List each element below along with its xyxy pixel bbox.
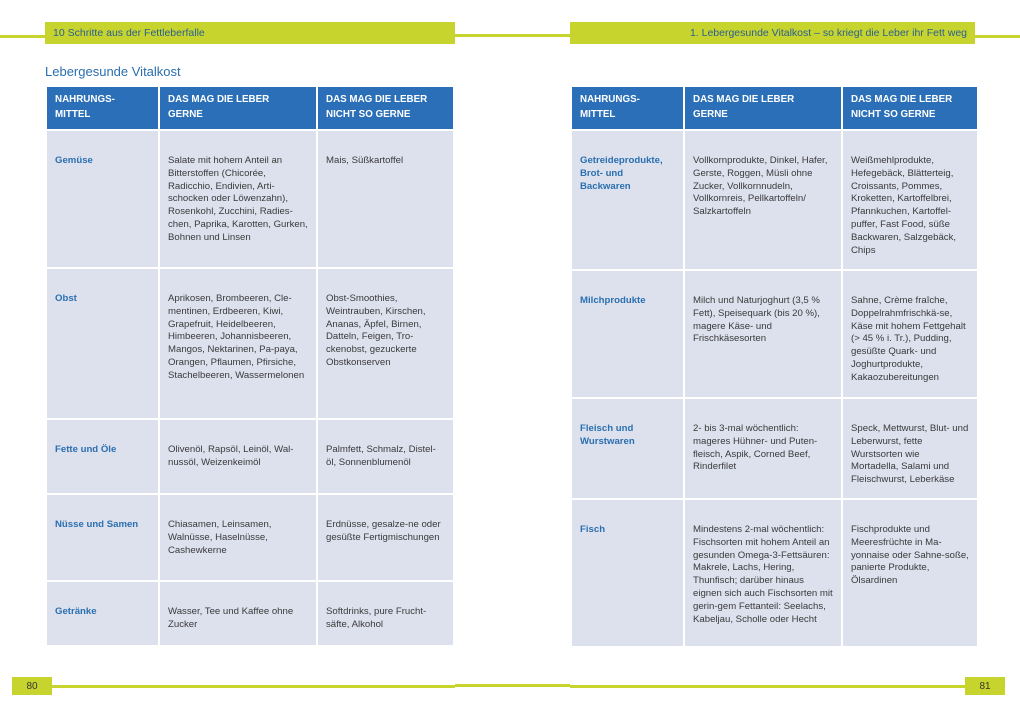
page-number-left: 80 [12, 677, 52, 695]
food-category: Fisch [572, 500, 683, 646]
col-header-bad: DAS MAG DIE LEBER NICHT SO GERNE [318, 87, 453, 129]
liver-dislikes: Speck, Mettwurst, Blut- und Leberwurst, fette Wurstsorten wie Mortadella, Salami und Fleischwurst, Leberkäse [843, 399, 977, 498]
liver-likes: Wasser, Tee und Kaffee ohne Zucker [160, 582, 316, 645]
table-row [47, 269, 453, 418]
food-table-left [45, 85, 455, 647]
table-row [47, 582, 453, 645]
liver-dislikes: Fischprodukte und Meeresfrüchte in Ma-yonnaise oder Sahne-soße, panierte Produkte, Ölsardinen [843, 500, 977, 646]
food-category: Fleisch und Wurstwaren [572, 399, 683, 498]
food-category: Milchprodukte [572, 271, 683, 397]
liver-likes: Aprikosen, Brombeeren, Cle-mentinen, Erdbeeren, Kiwi, Grapefruit, Heidelbeeren, Himbeeren, Johannisbeeren, Mangos, Nektarinen, Pa-paya, Orangen, Pflaumen, Pfirsiche, Stachelbeeren, Wassermelonen [160, 269, 316, 418]
top-line-center [455, 34, 570, 37]
liver-dislikes: Sahne, Crème fraîche, Doppelrahmfrischkä-se, Käse mit hohem Fettgehalt (> 45 % i. Tr.), Pudding, gesüßte Quark- und Joghurtprodukte, Kakaozubereitungen [843, 271, 977, 397]
food-category: Fette und Öle [47, 420, 158, 493]
liver-likes: Vollkornprodukte, Dinkel, Hafer, Gerste, Roggen, Müsli ohne Zucker, Vollkornnudeln, Vollkornreis, Pellkartoffeln/ Salzkartoffeln [685, 131, 841, 269]
table-row [47, 131, 453, 267]
liver-dislikes: Mais, Süßkartoffel [318, 131, 453, 267]
liver-dislikes: Obst-Smoothies, Weintrauben, Kirschen, Ananas, Äpfel, Birnen, Datteln, Feigen, Tro-ckenobst, gezuckerte Obstkonserven [318, 269, 453, 418]
food-category: Getränke [47, 582, 158, 645]
liver-likes: Mindestens 2-mal wöchentlich: Fischsorten mit hohem Anteil an gesunden Omega-3-Fettsäuren: Makrele, Lachs, Hering, Thunfisch; darüber hinaus eignen sich auch Fischsorten mit gerin-gem Fettanteil: Seelachs, Kabeljau, Scholle oder Hecht [685, 500, 841, 646]
col-header-good: DAS MAG DIE LEBER GERNE [160, 87, 316, 129]
liver-likes: Olivenöl, Rapsöl, Leinöl, Wal-nussöl, Weizenkeimöl [160, 420, 316, 493]
table-row [572, 399, 977, 498]
running-header-right [570, 22, 975, 44]
table-row [47, 420, 453, 493]
table-row [572, 131, 977, 269]
food-table-right [570, 85, 979, 648]
liver-likes: Milch und Naturjoghurt (3,5 % Fett), Speisequark (bis 20 %), magere Käse- und Frischkäsesorten [685, 271, 841, 397]
table-row [47, 495, 453, 580]
food-category: Obst [47, 269, 158, 418]
col-header-food: NAHRUNGS- MITTEL [572, 87, 683, 129]
running-header-left [45, 22, 455, 44]
running-header-left-text: 10 Schritte aus der Fettleberfalle [53, 27, 205, 39]
top-line-left [0, 35, 45, 38]
table-row [572, 271, 977, 397]
bottom-line-center [455, 684, 570, 687]
bottom-line-right [570, 685, 975, 688]
liver-likes: Chiasamen, Leinsamen, Walnüsse, Haselnüsse, Cashewkerne [160, 495, 316, 580]
liver-dislikes: Softdrinks, pure Frucht-säfte, Alkohol [318, 582, 453, 645]
food-category: Getreideprodukte, Brot- und Backwaren [572, 131, 683, 269]
liver-dislikes: Erdnüsse, gesalze-ne oder gesüßte Fertigmischungen [318, 495, 453, 580]
food-category: Gemüse [47, 131, 158, 267]
table-header-row [47, 87, 453, 129]
running-header-right-text: 1. Lebergesunde Vitalkost – so kriegt die Leber ihr Fett weg [689, 27, 967, 39]
liver-dislikes: Weißmehlprodukte, Hefegebäck, Blätterteig, Croissants, Pommes, Kroketten, Kartoffelbrei, Pfannkuchen, Kartoffel-puffer, Fast Food, süße Backwaren, Salzgebäck, Chips [843, 131, 977, 269]
bottom-line-left [45, 685, 455, 688]
col-header-bad: DAS MAG DIE LEBER NICHT SO GERNE [843, 87, 977, 129]
col-header-food: NAHRUNGS- MITTEL [47, 87, 158, 129]
liver-likes: Salate mit hohem Anteil an Bitterstoffen (Chicorée, Radicchio, Endivien, Arti-schocken oder Löwenzahn), Rosenkohl, Zucchini, Radies-chen, Paprika, Karotten, Gurken, Bohnen und Linsen [160, 131, 316, 267]
table-header-row [572, 87, 977, 129]
section-title: Lebergesunde Vitalkost [45, 64, 181, 79]
table-row [572, 500, 977, 646]
liver-likes: 2- bis 3-mal wöchentlich: mageres Hühner- und Puten-fleisch, Aspik, Corned Beef, Rinderfilet [685, 399, 841, 498]
page-number-right: 81 [965, 677, 1005, 695]
col-header-good: DAS MAG DIE LEBER GERNE [685, 87, 841, 129]
food-category: Nüsse und Samen [47, 495, 158, 580]
liver-dislikes: Palmfett, Schmalz, Distel-öl, Sonnenblumenöl [318, 420, 453, 493]
top-line-right [975, 35, 1020, 38]
